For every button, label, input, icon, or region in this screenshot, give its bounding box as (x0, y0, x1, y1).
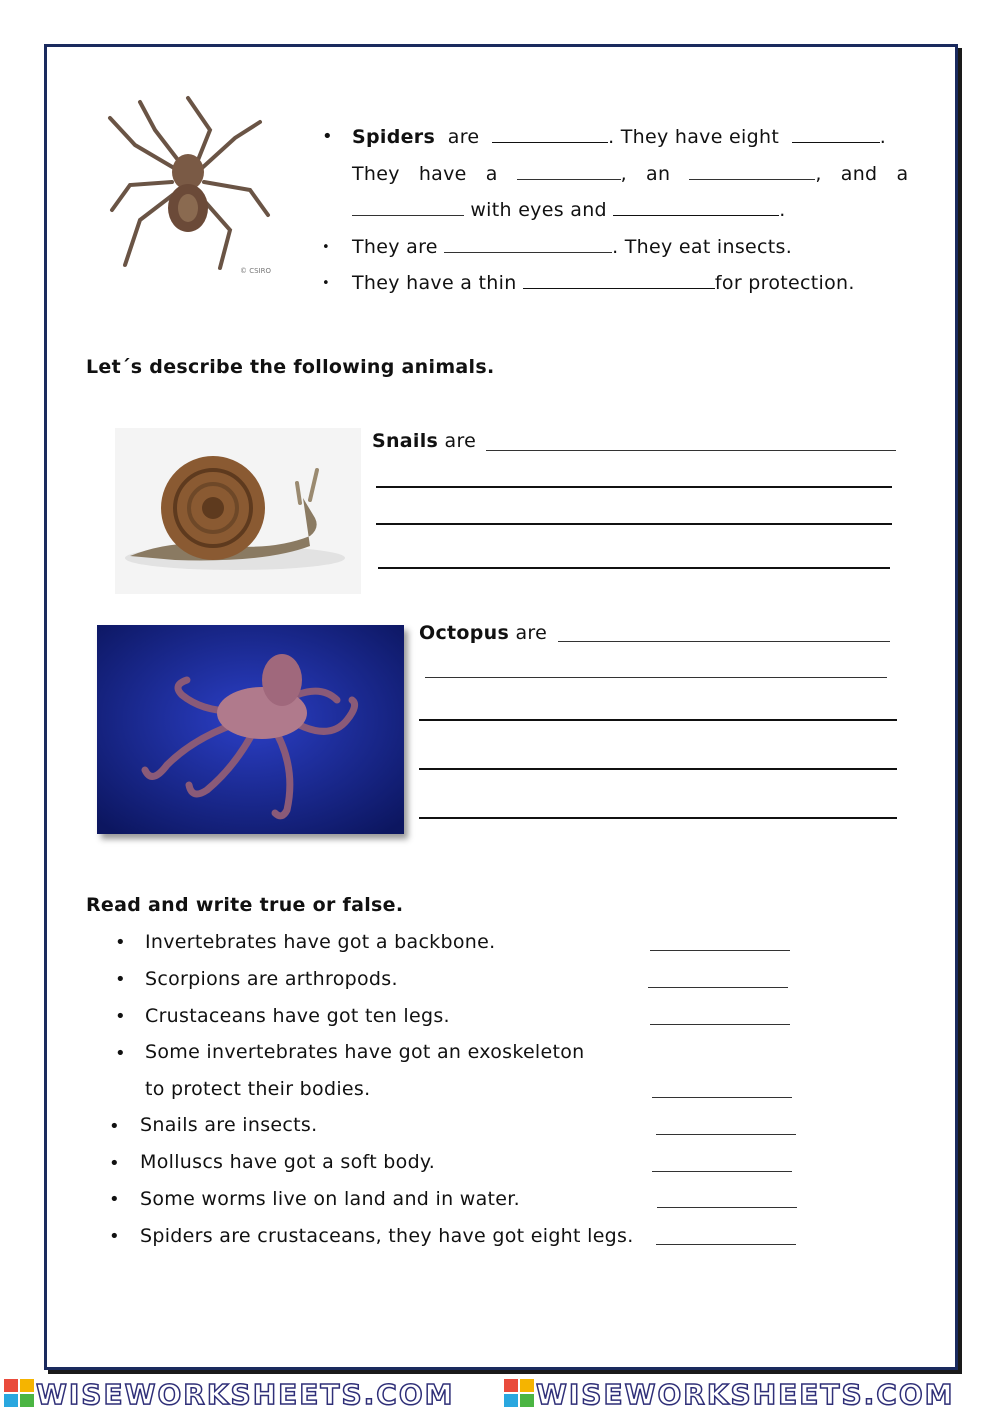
spider-blank-8[interactable] (523, 270, 715, 289)
tf-item-4: Some invertebrates have got an exoskeleton (145, 1041, 585, 1063)
footer-logo-right[interactable] (504, 1378, 955, 1410)
logo-icon (4, 1379, 36, 1409)
bullet: • (115, 1006, 126, 1027)
spider-line-4: They are . They eat insects. (352, 236, 793, 258)
logo-text: WISEWORKSHEETS.COM (536, 1377, 955, 1411)
octopus-image (97, 625, 404, 834)
logo-icon (504, 1379, 536, 1409)
tf-answer-2[interactable] (648, 987, 788, 988)
spider-line-2: They have a , an , and a (352, 163, 909, 185)
tf-answer-1[interactable] (650, 950, 790, 951)
bullet: • (322, 126, 333, 147)
tf-item-5: Snails are insects. (140, 1114, 318, 1136)
spider-line-1: Spiders are . They have eight . (352, 126, 887, 148)
tf-item-3: Crustaceans have got ten legs. (145, 1005, 450, 1027)
bullet: • (109, 1153, 120, 1174)
tf-item-8: Spiders are crustaceans, they have got eight legs. (140, 1225, 634, 1247)
snail-image (115, 428, 361, 594)
spider-blank-3[interactable] (517, 161, 621, 180)
octopus-answer-line-2[interactable] (425, 677, 887, 678)
tf-answer-5[interactable] (656, 1134, 796, 1135)
tf-item-2: Scorpions are arthropods. (145, 968, 398, 990)
octopus-answer-line-3[interactable] (419, 719, 897, 721)
tf-answer-8[interactable] (656, 1244, 796, 1245)
describe-heading: Let´s describe the following animals. (86, 356, 495, 378)
snails-label: Snails are (372, 430, 477, 452)
spider-blank-7[interactable] (444, 234, 612, 253)
spider-image (100, 90, 280, 280)
footer-logo-left[interactable] (4, 1378, 455, 1410)
spider-blank-5[interactable] (352, 197, 464, 216)
spider-credit: © CSIRO (240, 267, 271, 275)
tf-item-7: Some worms live on land and in water. (140, 1188, 520, 1210)
tf-answer-4[interactable] (652, 1097, 792, 1098)
spider-blank-6[interactable] (613, 197, 779, 216)
bullet: • (322, 276, 330, 291)
tf-answer-6[interactable] (652, 1171, 792, 1172)
bullet: • (109, 1116, 120, 1137)
tf-answer-7[interactable] (657, 1207, 797, 1208)
snails-answer-line-4[interactable] (378, 567, 890, 569)
bullet: • (109, 1226, 120, 1247)
bullet: • (115, 932, 126, 953)
spider-blank-1[interactable] (492, 124, 608, 143)
bullet: • (109, 1189, 120, 1210)
spider-line-3: with eyes and . (352, 197, 786, 221)
snails-answer-line-2[interactable] (376, 486, 892, 488)
bullet: • (115, 1043, 126, 1064)
octopus-answer-line-1[interactable] (558, 641, 890, 642)
bullet: • (115, 969, 126, 990)
octopus-label: Octopus are (419, 622, 548, 644)
tf-item-6: Molluscs have got a soft body. (140, 1151, 436, 1173)
bullet: • (322, 240, 330, 255)
snails-answer-line-3[interactable] (376, 523, 892, 525)
tf-item-1: Invertebrates have got a backbone. (145, 931, 496, 953)
logo-text: WISEWORKSHEETS.COM (36, 1377, 455, 1411)
snails-answer-line-1[interactable] (486, 450, 896, 451)
spider-blank-4[interactable] (689, 161, 815, 180)
tf-item-4-cont: to protect their bodies. (145, 1078, 371, 1100)
tf-answer-3[interactable] (650, 1024, 790, 1025)
octopus-answer-line-5[interactable] (419, 817, 897, 819)
spider-blank-2[interactable] (792, 124, 880, 143)
octopus-answer-line-4[interactable] (419, 768, 897, 770)
tf-heading: Read and write true or false. (86, 894, 404, 916)
spider-line-5: They have a thin for protection. (352, 272, 855, 294)
